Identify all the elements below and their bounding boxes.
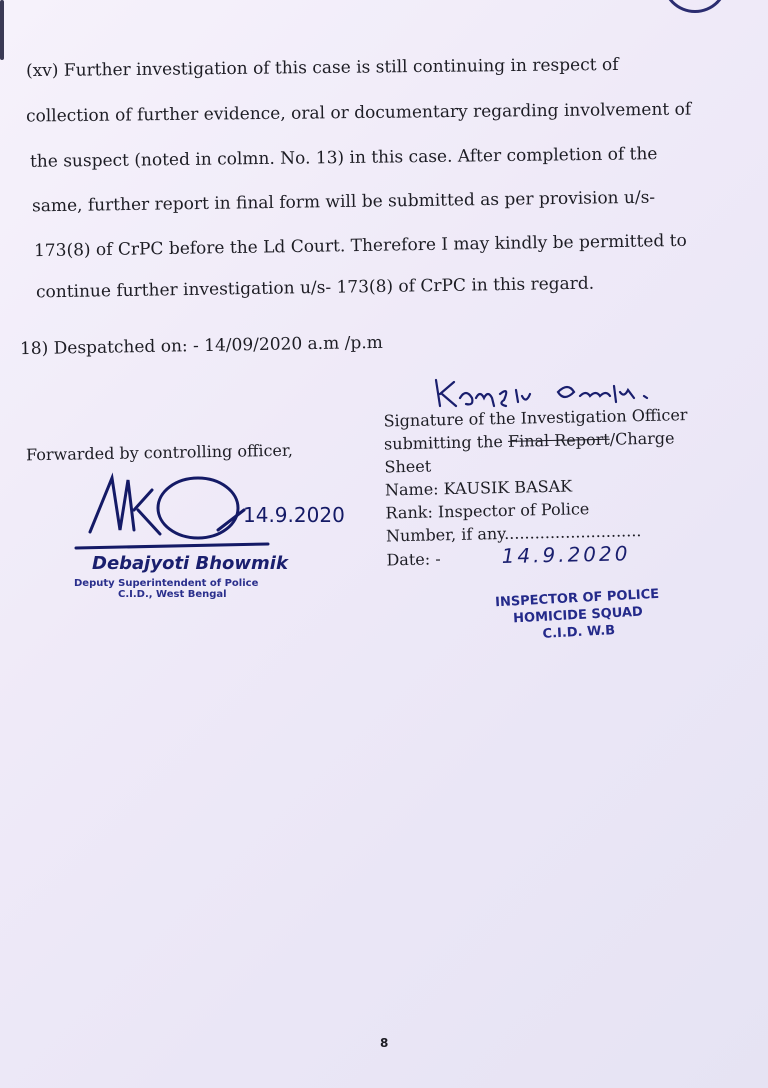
date-handwritten: 14.9.2020 <box>501 541 631 569</box>
page-edge <box>0 0 4 60</box>
signature-label: Signature of the Investigation Officer <box>383 405 688 431</box>
dsp-stamp <box>74 553 294 600</box>
inspector-stamp <box>487 585 669 645</box>
date-label: Date: - <box>386 549 441 570</box>
paragraph-line: the suspect (noted in colmn. No. 13) in this case. After completion of the <box>29 144 658 172</box>
struck-final-report: Final Report <box>507 429 610 451</box>
submitting-text: submitting the <box>383 431 509 454</box>
dsp-name-handwritten: Debajyoti Bhowmik <box>92 553 288 574</box>
paragraph-line: collection of further evidence, oral or documentary regarding involvement of <box>25 99 692 127</box>
signature-block <box>383 403 716 572</box>
paragraph-line: same, further report in final form will be submitted as per provision u/s- <box>31 187 656 217</box>
paragraph-line: (xv) Further investigation of this case is still continuing in respect of <box>25 54 619 82</box>
officer-rank: Rank: Inspector of Police <box>385 499 590 523</box>
paragraph-line: continue further investigation u/s- 173(8) of CrPC in this regard. <box>35 273 595 303</box>
charge-text: /Charge <box>609 428 675 449</box>
sheet-text: Sheet <box>384 456 432 477</box>
controlling-officer-date: 14.9.2020 <box>243 503 345 527</box>
dsp-title: Deputy Superintendent of Police <box>74 578 259 589</box>
corner-mark <box>662 0 728 13</box>
despatched-line: 18) Despatched on: - 14/09/2020 a.m /p.m <box>19 332 383 360</box>
io-signature-text: Kausik Basak <box>430 357 539 376</box>
controlling-officer-signature <box>68 470 268 560</box>
stamp-line-3: C.I.D. W.B <box>542 623 616 642</box>
stamp-line-2: HOMICIDE SQUAD <box>512 604 644 627</box>
officer-name: Name: KAUSIK BASAK <box>384 476 573 500</box>
dsp-unit: C.I.D., West Bengal <box>118 589 227 600</box>
stamp-line-1: INSPECTOR OF POLICE <box>494 586 660 611</box>
page-number: 8 <box>380 1036 389 1050</box>
paragraph-line: 173(8) of CrPC before the Ld Court. Therefore I may kindly be permitted to <box>33 230 687 262</box>
forwarded-label: Forwarded by controlling officer, <box>25 440 294 465</box>
officer-number: Number, if any........................... <box>385 521 642 546</box>
